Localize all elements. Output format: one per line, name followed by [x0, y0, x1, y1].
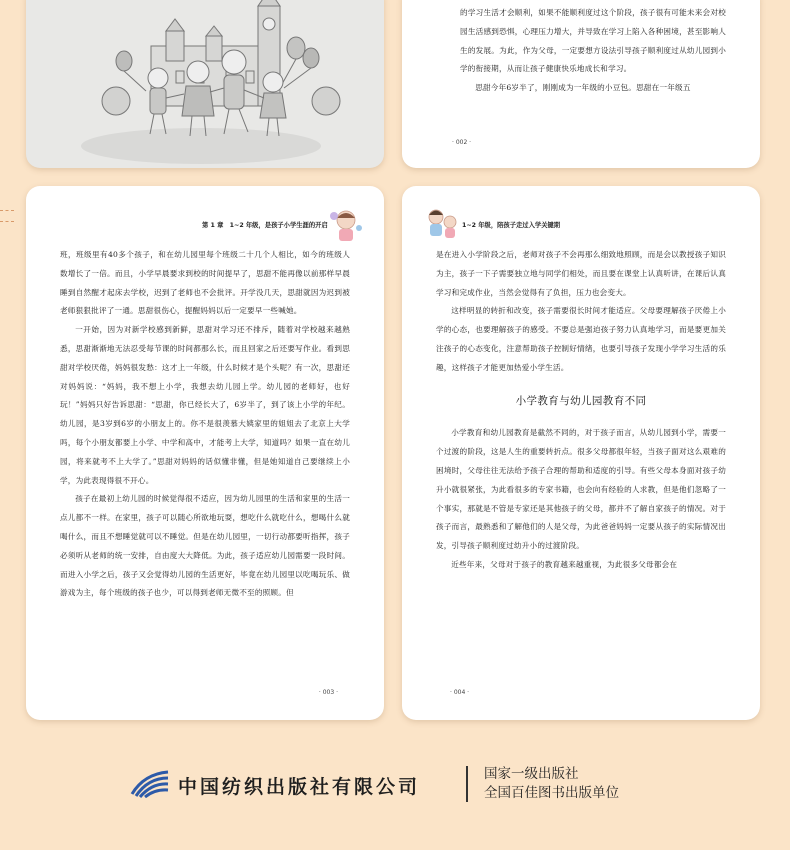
page-004-paragraph: 是在进入小学阶段之后，老师对孩子不会再那么细致地照顾，而是会以教授孩子知识为主，孩子一下子需要独立地与同学们相处，而且要在课堂上认真听讲，在课后认真学习和完成作业，当然会觉得有了负担，压力也会变大。 [436, 250, 726, 297]
children-castle-illustration [26, 0, 384, 168]
publisher-bar [130, 764, 690, 804]
publisher-name: 中国纺织出版社有限公司 [178, 776, 421, 798]
page-004-paragraph: 小学教育和幼儿园教育是截然不同的，对于孩子而言，从幼儿园到小学，需要一个过渡的阶段，这是人生的重要转折点。很多父母都很年轻，当孩子面对这么艰难的困境时，父母往往无法给予孩子合理的帮助和适度的引导。有些父母本身面对孩子幼升小就很紧张，为此看很多的专家书籍，也会向有经验的人求教，但是他们忽略了一个事实，那就是不管是专家还是其他孩子的父母，都并不了解自家孩子的情况。对于孩子而言，最熟悉和了解他们的人是父母，为此爸爸妈妈一定要从孩子的实际情况出发，引导孩子顺利度过幼升小的过渡阶段。 [436, 428, 726, 551]
page-003-paragraph: 班，班级里有40多个孩子，和在幼儿园里每个班级二十几个人相比，如今的班级人数增长了一倍。而且，小学早晨要求到校的时间提早了，思甜不能再像以前那样早晨睡到自然醒才起床去学校，迟到了老师也不会批评。开学没几天，思甜就因为迟到被老师狠狠批评了一通。思甜很伤心，提醒妈妈以后一定要早一些喊她。 [60, 250, 350, 316]
children-illustration-icon [424, 206, 460, 240]
page-002-paragraph: 的学习生活才会顺利，如果不能顺利度过这个阶段，孩子很有可能未来会对校园生活感到恐惧，心理压力增大，并导致在学习上陷入各种困境，甚至影响人生的发展。为此，作为父母，一定要想方设法引导孩子顺利度过从幼儿园到小学的衔接期，从而让孩子健康快乐地成长和学习。 [460, 8, 726, 74]
page-004-body [436, 246, 726, 575]
book-page-004 [402, 186, 760, 720]
page-004-paragraph: 近些年来，父母对于孩子的教育越来越重视，为此很多父母都会在 [451, 559, 678, 569]
running-head: 1~2 年级，陪孩子走过入学关键期 [462, 222, 561, 229]
page-002-paragraph: 思甜今年6岁半了，刚刚成为一年级的小豆包。思甜在一年级五 [475, 83, 691, 93]
section-title: 小学教育与幼儿园教育不同 [515, 394, 647, 407]
page-002-body [460, 4, 726, 98]
page-003-paragraph: 一开始，因为对新学校感到新鲜，思甜对学习还不排斥，随着对学校越来越熟悉，思甜渐渐地无法忍受每节课的时间都那么长，而且回家之后还要写作业。看到思甜对学校厌倦，妈妈很发愁：这才上一年级，什么时候才是个头呢？有一次，思甜还对妈妈说：“妈妈，我不想上小学，我想去幼儿园上学。幼儿园的老师好，也好玩！”妈妈只好告诉思甜：“思甜，你已经长大了，6岁半了，到了该上小学的年纪。幼儿园，是3岁到6岁的小朋友上的。你不是很羡慕大姨家里的姐姐去了北京上大学吗，每个小朋友都要上小学、中学和高中，才能考上大学，知道吗？如果一直在幼儿园，将来就考不上大学了。”思甜对妈妈的话似懂非懂，但是她知道自己要继续上小学，为此表现得很不开心。 [60, 325, 350, 485]
book-page-003 [26, 186, 384, 720]
running-head: 第 1 章 1~2 年级，是孩子小学生涯的开启 [202, 222, 328, 229]
divider [466, 766, 468, 802]
illustration-page [26, 0, 384, 168]
margin-crop-mark [0, 210, 14, 222]
publisher-slogan: 国家一级出版社 [484, 766, 579, 782]
page-003-paragraph: 孩子在最初上幼儿园的时候觉得很不适应，因为幼儿园里的生活和家里的生活一点儿都不一样。在家里，孩子可以随心所欲地玩耍，想吃什么就吃什么，想喝什么就喝什么，而且不想睡觉就可以不睡觉。但是在幼儿园里，一切行动都要听指挥，孩子必须听从老师的统一安排，自由度大大降低。为此，孩子适应幼儿园需要一段时间。而进入小学之后，孩子又会觉得幼儿园的生活更好，毕竟在幼儿园里以吃喝玩乐、做游戏为主，每个班级的孩子也少，可以得到老师无微不至的照顾。但 [60, 494, 350, 598]
book-page-002 [402, 0, 760, 168]
girl-illustration-icon [328, 208, 364, 242]
publisher-logo-icon [130, 770, 170, 798]
page-number: · 002 · [452, 139, 472, 146]
page-number: · 004 · [450, 689, 470, 696]
page-number: · 003 · [318, 689, 338, 696]
publisher-slogans [484, 765, 619, 803]
page-004-paragraph: 这样明显的转折和改变，孩子需要很长时间才能适应。父母要理解孩子厌倦上小学的心态，也要理解孩子的感受。不要总是强迫孩子努力认真地学习，而是要更加关注孩子的心态变化，注意帮助孩子控制好情绪，也要引导孩子发现小学学习生活的乐趣，这样孩子才能更加热爱小学生活。 [436, 306, 726, 372]
page-003-body [60, 246, 350, 603]
publisher-slogan: 全国百佳图书出版单位 [484, 785, 619, 801]
